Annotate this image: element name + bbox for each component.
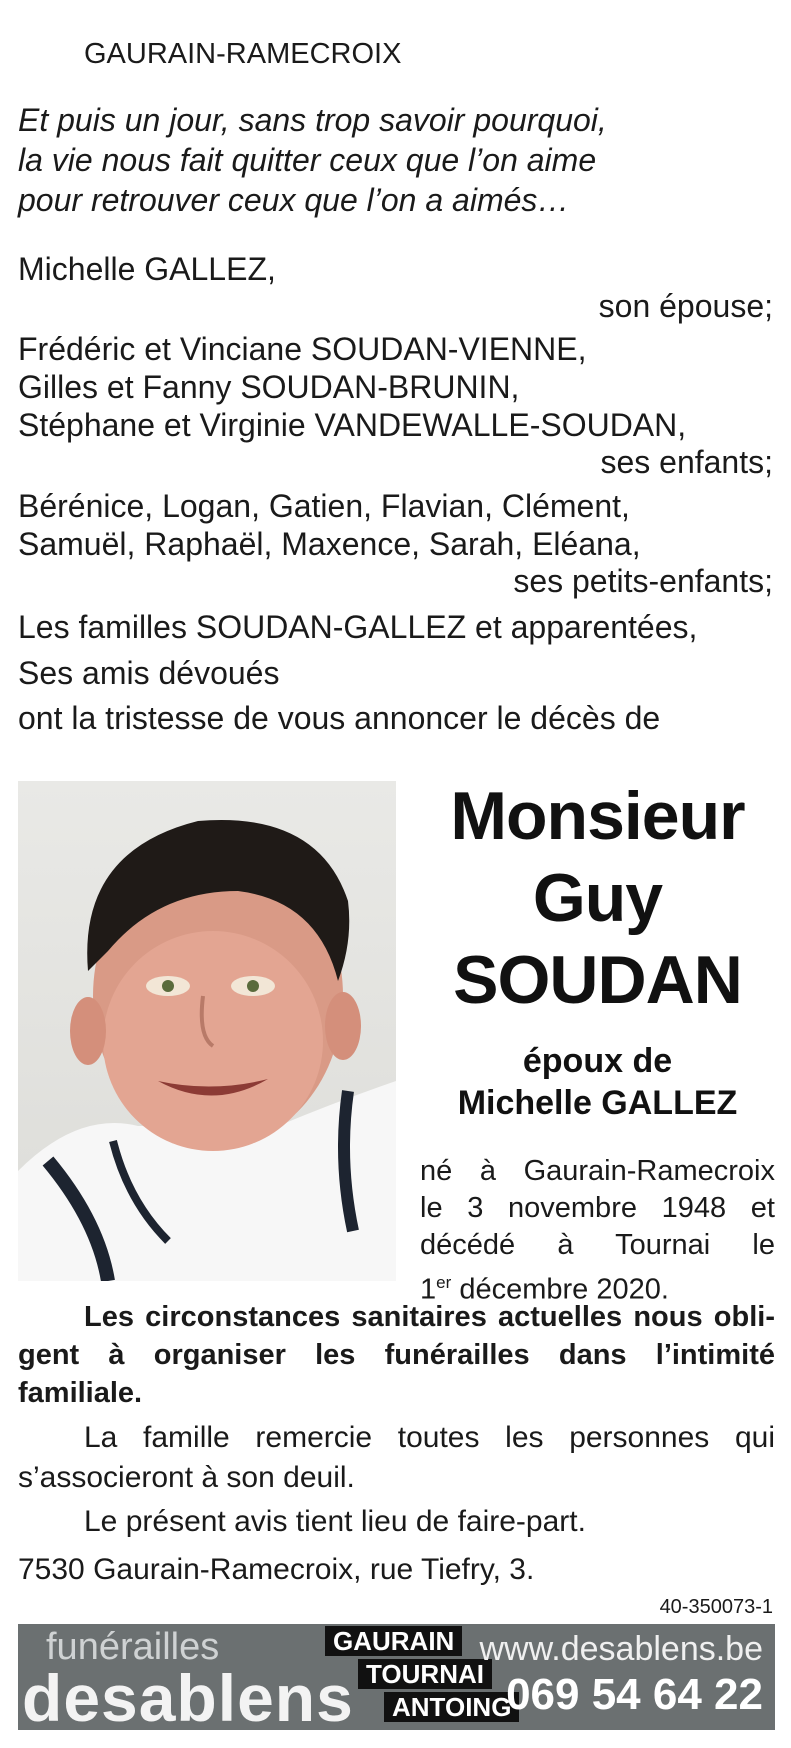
address: 7530 Gaurain-Ramecroix, rue Tiefry, 3. bbox=[18, 1553, 535, 1586]
reference-number: 40-350073-1 bbox=[659, 1596, 773, 1618]
deceased-spouse-name: Michelle GALLEZ bbox=[457, 1084, 738, 1122]
sanitary-line: Les circonstances sanitaires actuelles nous obli- bbox=[84, 1301, 775, 1333]
funeral-home-banner bbox=[18, 1624, 775, 1730]
grandchildren-role: ses petits-enfants; bbox=[513, 563, 773, 599]
families-line: Les familles SOUDAN-GALLEZ et apparentées, bbox=[18, 609, 698, 645]
sanitary-notice bbox=[18, 1298, 775, 1412]
banner-brand-logo: desablens bbox=[22, 1661, 354, 1730]
portrait-illustration bbox=[18, 781, 396, 1281]
birth-death-details bbox=[420, 1153, 775, 1309]
banner-funerailles: funérailles bbox=[46, 1626, 220, 1668]
poem-line: Et puis un jour, sans trop savoir pourquoi, bbox=[18, 102, 607, 138]
child-entry: Frédéric et Vinciane SOUDAN-VIENNE, bbox=[18, 331, 587, 367]
child-entry: Gilles et Fanny SOUDAN-BRUNIN, bbox=[18, 369, 520, 405]
thanks-line: La famille remercie toutes les personnes qui bbox=[84, 1421, 775, 1454]
birth-place: né à Gaurain-Ramecroix bbox=[420, 1155, 775, 1187]
poem-line: la vie nous fait quitter ceux que l’on aime bbox=[18, 142, 597, 178]
grandchildren-line: Bérénice, Logan, Gatien, Flavian, Clément, bbox=[18, 488, 630, 524]
announce-line: ont la tristesse de vous annoncer le décès de bbox=[18, 700, 661, 736]
grandchildren-line: Samuël, Raphaël, Maxence, Sarah, Eléana, bbox=[18, 526, 641, 562]
town-heading: GAURAIN-RAMECROIX bbox=[84, 38, 402, 70]
thanks-line: s’associeront à son deuil. bbox=[18, 1461, 355, 1494]
banner-website[interactable]: www.desablens.be bbox=[479, 1630, 763, 1668]
children-role: ses enfants; bbox=[600, 444, 773, 480]
banner-city: TOURNAI bbox=[358, 1659, 492, 1689]
banner-city: ANTOING bbox=[384, 1692, 519, 1722]
faire-part-notice: Le présent avis tient lieu de faire-part. bbox=[84, 1505, 586, 1538]
death-date: 1er décembre 2020. bbox=[420, 1273, 669, 1306]
spouse-name: Michelle GALLEZ, bbox=[18, 251, 276, 287]
poem-line: pour retrouver ceux que l’on a aimés… bbox=[18, 182, 570, 218]
deceased-last-name: SOUDAN bbox=[453, 942, 742, 1018]
sanitary-line: familiale. bbox=[18, 1377, 143, 1409]
banner-city: GAURAIN bbox=[325, 1626, 462, 1656]
thanks-notice bbox=[18, 1418, 775, 1498]
deceased-first-name: Guy bbox=[532, 860, 663, 936]
child-entry: Stéphane et Virginie VANDEWALLE-SOUDAN, bbox=[18, 407, 687, 443]
spouse-role: son épouse; bbox=[598, 288, 773, 324]
deceased-title: Monsieur bbox=[450, 778, 745, 854]
friends-line: Ses amis dévoués bbox=[18, 655, 280, 691]
banner-phone[interactable]: 069 54 64 22 bbox=[506, 1670, 763, 1719]
poem bbox=[18, 100, 607, 220]
spouse-of: époux de bbox=[522, 1042, 673, 1080]
death-place: décédé à Tournai le bbox=[420, 1229, 775, 1261]
birth-date: le 3 novembre 1948 et bbox=[420, 1192, 775, 1224]
portrait-photo bbox=[18, 781, 396, 1281]
sanitary-line: gent à organiser les funérailles dans l’intimité bbox=[18, 1339, 775, 1371]
